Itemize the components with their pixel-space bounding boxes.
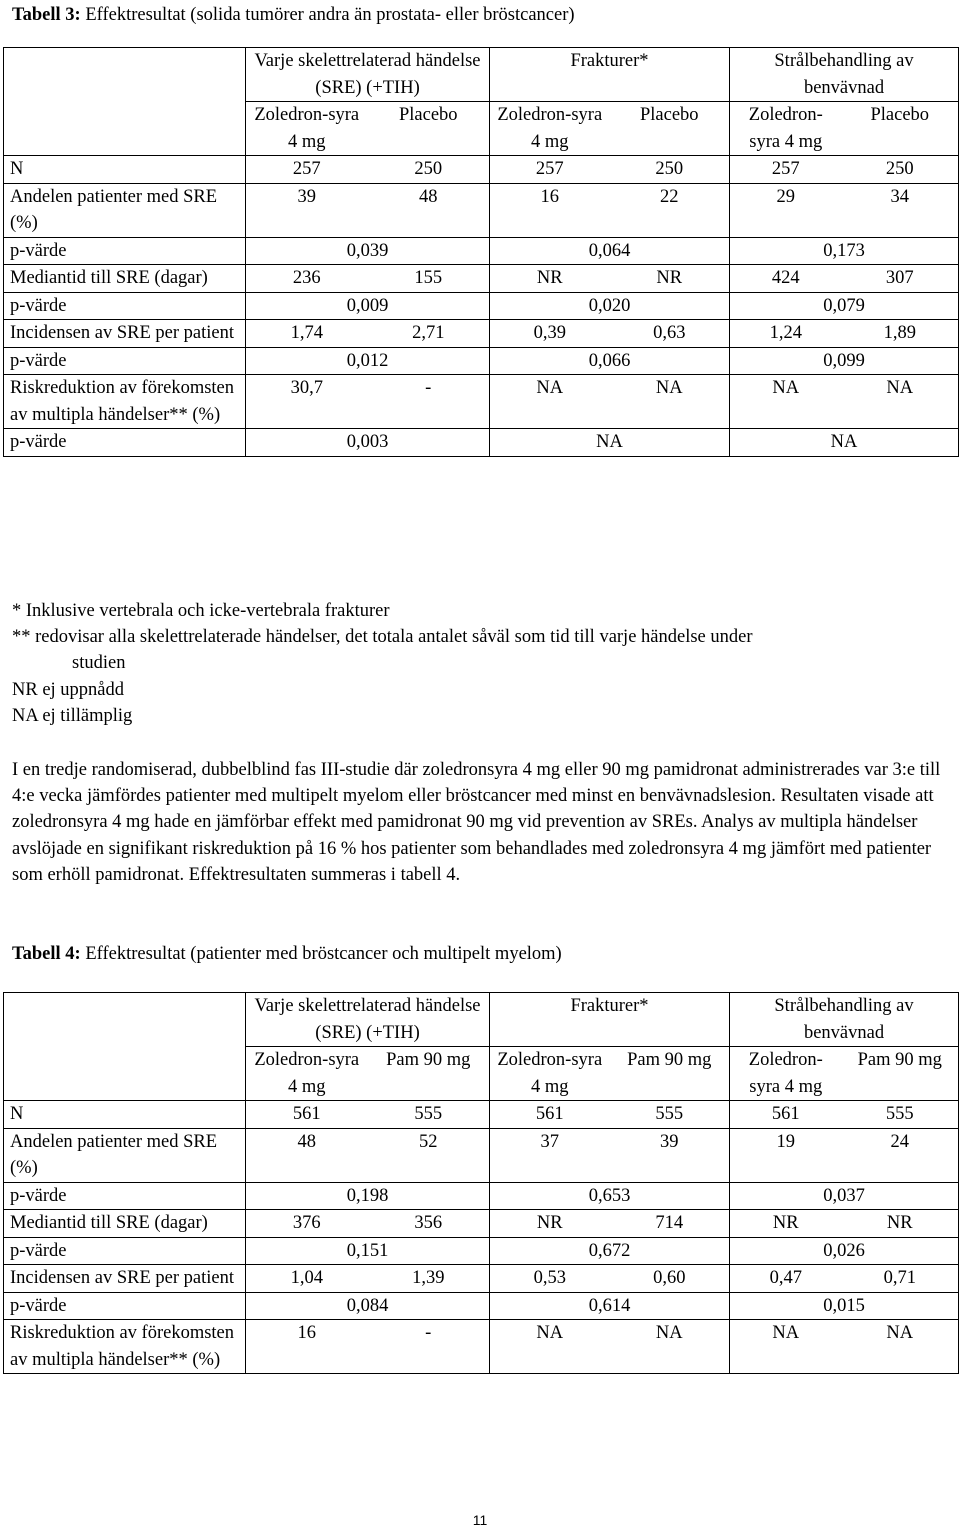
table-row — [4, 265, 959, 293]
value-cell: 24 — [842, 1128, 959, 1182]
value-cell: 0,39 — [490, 320, 610, 348]
group-header: Frakturer* — [490, 993, 730, 1047]
value-cell: 1,74 — [246, 320, 368, 348]
value-cell: 257 — [246, 156, 368, 184]
p-value-cell: 0,099 — [730, 347, 959, 375]
value-cell: 257 — [490, 156, 610, 184]
p-value-cell: NA — [490, 429, 730, 457]
subheader-cell: Zoledron-syra 4 mg — [490, 102, 610, 156]
table3 — [3, 47, 959, 457]
value-cell: 0,60 — [610, 1265, 730, 1293]
value-cell: NA — [842, 375, 959, 429]
group-header: Varje skelettrelaterad händelse (SRE) (+TIH) — [246, 993, 490, 1047]
value-cell: 0,47 — [730, 1265, 842, 1293]
value-cell: 34 — [842, 183, 959, 237]
table-row — [4, 1101, 959, 1129]
p-value-cell: 0,672 — [490, 1237, 730, 1265]
row-label: Riskreduktion av förekomsten av multipla händelser** (%) — [4, 375, 246, 429]
table4-caption-text: Effektresultat (patienter med bröstcancer och multipelt myelom) — [80, 944, 562, 964]
value-cell: 22 — [610, 183, 730, 237]
p-value-cell: 0,026 — [730, 1237, 959, 1265]
value-cell: 19 — [730, 1128, 842, 1182]
p-value-cell: 0,064 — [490, 237, 730, 265]
value-cell: 0,53 — [490, 1265, 610, 1293]
table3-caption-text: Effektresultat (solida tumörer andra än prostata- eller bröstcancer) — [80, 5, 575, 25]
p-value-cell: 0,614 — [490, 1292, 730, 1320]
corner-cell — [4, 993, 246, 1101]
table-row — [4, 1320, 959, 1374]
value-cell: NA — [730, 1320, 842, 1374]
table-row — [4, 429, 959, 457]
value-cell: - — [368, 1320, 490, 1374]
value-cell: 39 — [246, 183, 368, 237]
value-cell: 39 — [610, 1128, 730, 1182]
value-cell: 1,89 — [842, 320, 959, 348]
table4 — [3, 992, 959, 1374]
row-label: Riskreduktion av förekomsten av multipla händelser** (%) — [4, 1320, 246, 1374]
value-cell: NA — [490, 375, 610, 429]
table-row — [4, 1292, 959, 1320]
table-row — [4, 183, 959, 237]
value-cell: 16 — [246, 1320, 368, 1374]
table4-body — [4, 993, 959, 1374]
table3-body — [4, 48, 959, 457]
p-value-cell: 0,039 — [246, 237, 490, 265]
subheader-cell: Pam 90 mg — [368, 1047, 490, 1101]
value-cell: 561 — [246, 1101, 368, 1129]
table3-caption — [12, 2, 575, 28]
subheader-cell: Zoledron-syra 4 mg — [490, 1047, 610, 1101]
table-row — [4, 237, 959, 265]
value-cell: NA — [610, 1320, 730, 1374]
footnote-fractures: * Inklusive vertebrala och icke-vertebrala frakturer — [12, 601, 390, 621]
value-cell: 236 — [246, 265, 368, 293]
p-value-cell: 0,009 — [246, 292, 490, 320]
value-cell: NR — [490, 265, 610, 293]
p-value-cell: 0,015 — [730, 1292, 959, 1320]
table-row — [4, 320, 959, 348]
value-cell: 1,39 — [368, 1265, 490, 1293]
table-row — [4, 1182, 959, 1210]
value-cell: 2,71 — [368, 320, 490, 348]
p-value-cell: 0,079 — [730, 292, 959, 320]
table-row — [4, 347, 959, 375]
value-cell: 250 — [368, 156, 490, 184]
subheader-cell: Pam 90 mg — [842, 1047, 959, 1101]
row-label: Andelen patienter med SRE (%) — [4, 1128, 246, 1182]
p-value-cell: 0,037 — [730, 1182, 959, 1210]
p-value-cell: 0,084 — [246, 1292, 490, 1320]
value-cell: 1,04 — [246, 1265, 368, 1293]
value-cell: 48 — [246, 1128, 368, 1182]
value-cell: 0,71 — [842, 1265, 959, 1293]
subheader-cell: Zoledron-syra 4 mg — [246, 1047, 368, 1101]
p-value-cell: NA — [730, 429, 959, 457]
p-value-cell: 0,653 — [490, 1182, 730, 1210]
subheader-cell: Zoledron-syra 4 mg — [730, 1047, 842, 1101]
row-label: Andelen patienter med SRE (%) — [4, 183, 246, 237]
p-value-cell: 0,151 — [246, 1237, 490, 1265]
subheader-cell: Placebo — [842, 102, 959, 156]
value-cell: NR — [490, 1210, 610, 1238]
table-row — [4, 292, 959, 320]
row-label: N — [4, 1101, 246, 1129]
footnote-nr: NR ej uppnådd — [12, 679, 125, 700]
value-cell: NA — [842, 1320, 959, 1374]
group-header-row — [4, 48, 959, 102]
value-cell: 555 — [610, 1101, 730, 1129]
value-cell: - — [368, 375, 490, 429]
value-cell: 250 — [610, 156, 730, 184]
p-value-cell: 0,066 — [490, 347, 730, 375]
value-cell: 52 — [368, 1128, 490, 1182]
value-cell: NA — [730, 375, 842, 429]
group-header: Frakturer* — [490, 48, 730, 102]
footnote-na: NA ej tillämplig — [12, 705, 133, 726]
row-label: p-värde — [4, 292, 246, 320]
p-value-cell: 0,012 — [246, 347, 490, 375]
value-cell: NR — [842, 1210, 959, 1238]
value-cell: 16 — [490, 183, 610, 237]
value-cell: 356 — [368, 1210, 490, 1238]
group-header-row — [4, 993, 959, 1047]
group-header: Varje skelettrelaterad händelse (SRE) (+TIH) — [246, 48, 490, 102]
table3-caption-label: Tabell 3: — [12, 5, 81, 25]
value-cell: NA — [610, 375, 730, 429]
value-cell: 155 — [368, 265, 490, 293]
row-label: p-värde — [4, 1237, 246, 1265]
row-label: N — [4, 156, 246, 184]
value-cell: 561 — [490, 1101, 610, 1129]
corner-cell — [4, 48, 246, 156]
subheader-cell: Zoledron-syra 4 mg — [246, 102, 368, 156]
value-cell: NR — [610, 265, 730, 293]
row-label: p-värde — [4, 429, 246, 457]
value-cell: 257 — [730, 156, 842, 184]
value-cell: 250 — [842, 156, 959, 184]
row-label: Mediantid till SRE (dagar) — [4, 1210, 246, 1238]
page-number: 11 — [472, 1512, 488, 1528]
row-label: p-värde — [4, 237, 246, 265]
table-row — [4, 156, 959, 184]
value-cell: 424 — [730, 265, 842, 293]
subheader-cell: Zoledron-syra 4 mg — [730, 102, 842, 156]
row-label: p-värde — [4, 347, 246, 375]
p-value-cell: 0,173 — [730, 237, 959, 265]
value-cell: NA — [490, 1320, 610, 1374]
table4-caption — [12, 941, 562, 967]
group-header: Strålbehandling av benvävnad — [730, 993, 959, 1047]
table4-caption-label: Tabell 4: — [12, 944, 81, 964]
p-value-cell: 0,003 — [246, 429, 490, 457]
subheader-cell: Pam 90 mg — [610, 1047, 730, 1101]
value-cell: 714 — [610, 1210, 730, 1238]
p-value-cell: 0,198 — [246, 1182, 490, 1210]
table-row — [4, 1265, 959, 1293]
group-header: Strålbehandling av benvävnad — [730, 48, 959, 102]
table-row — [4, 375, 959, 429]
value-cell: 307 — [842, 265, 959, 293]
table-row — [4, 1210, 959, 1238]
table-row — [4, 1128, 959, 1182]
row-label: Incidensen av SRE per patient — [4, 1265, 246, 1293]
footnotes — [12, 598, 753, 729]
table-row — [4, 1237, 959, 1265]
value-cell: 561 — [730, 1101, 842, 1129]
row-label: p-värde — [4, 1292, 246, 1320]
value-cell: NR — [730, 1210, 842, 1238]
row-label: Mediantid till SRE (dagar) — [4, 265, 246, 293]
row-label: Incidensen av SRE per patient — [4, 320, 246, 348]
value-cell: 0,63 — [610, 320, 730, 348]
row-label: p-värde — [4, 1182, 246, 1210]
study-paragraph: I en tredje randomiserad, dubbelblind fas III-studie där zoledronsyra 4 mg eller 90 mg pamidronat administrerades var 3:e till 4:e vecka jämfördes patienter med multipelt myelom eller bröstcancer med minst en benvävnadslesion. Resultaten visade att zoledronsyra 4 mg hade en jämförbar effekt med pamidronat 90 mg vid prevention av SREs. Analys av multipla händelser avslöjade en signifikant riskreduktion på 16 % hos patienter som behandlades med zoledronsyra 4 mg jämfört med patienter som erhöll pamidronat. Effektresultaten summeras i tabell 4. — [12, 760, 941, 885]
value-cell: 30,7 — [246, 375, 368, 429]
value-cell: 555 — [842, 1101, 959, 1129]
value-cell: 37 — [490, 1128, 610, 1182]
value-cell: 48 — [368, 183, 490, 237]
footnote-events: ** redovisar alla skelettrelaterade händelser, det totala antalet såväl som tid till varje händelse under — [12, 627, 753, 648]
subheader-cell: Placebo — [610, 102, 730, 156]
p-value-cell: 0,020 — [490, 292, 730, 320]
subheader-cell: Placebo — [368, 102, 490, 156]
value-cell: 29 — [730, 183, 842, 237]
value-cell: 376 — [246, 1210, 368, 1238]
value-cell: 555 — [368, 1101, 490, 1129]
value-cell: 1,24 — [730, 320, 842, 348]
footnote-events-cont: studien — [72, 653, 126, 674]
